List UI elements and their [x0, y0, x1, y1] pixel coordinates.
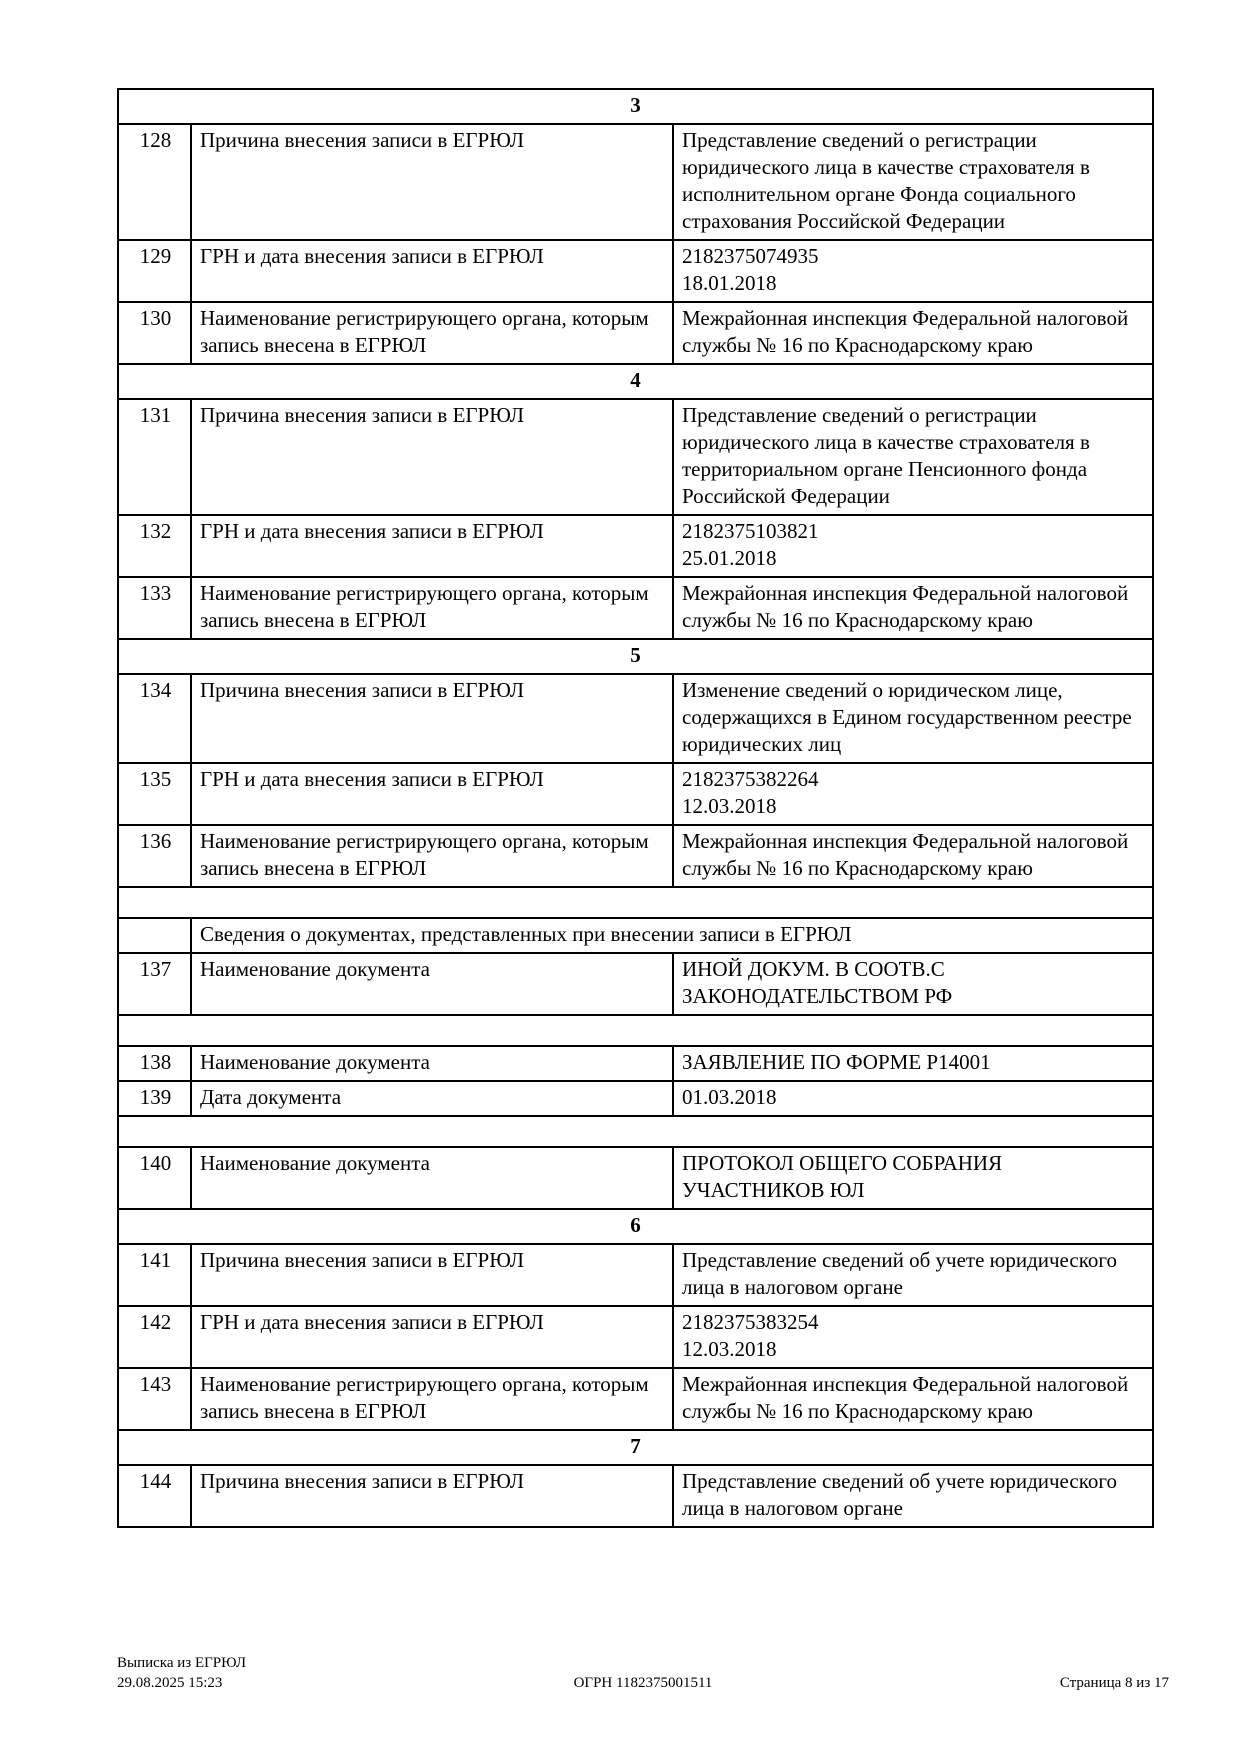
table-row — [118, 1306, 1153, 1368]
spacer-row — [118, 887, 1153, 918]
field-value-cell: Представление сведений об учете юридического лица в налоговом органе — [673, 1244, 1153, 1306]
footer-page-number: Страница 8 из 17 — [1059, 1675, 1169, 1691]
field-label-cell: Наименование документа — [191, 1046, 673, 1081]
field-value-line: 12.03.2018 — [682, 1337, 777, 1361]
footer-datetime: 29.08.2025 15:23 — [117, 1675, 223, 1691]
table-row — [118, 1147, 1153, 1209]
field-value-cell: Представление сведений об учете юридического лица в налоговом органе — [673, 1465, 1153, 1527]
section-number: 7 — [118, 1430, 1153, 1465]
table-row — [118, 674, 1153, 763]
field-label-cell: Причина внесения записи в ЕГРЮЛ — [191, 674, 673, 763]
table-row — [118, 240, 1153, 302]
section-header-row — [118, 1209, 1153, 1244]
field-label-cell: Причина внесения записи в ЕГРЮЛ — [191, 399, 673, 515]
field-label-cell: Наименование регистрирующего органа, которым запись внесена в ЕГРЮЛ — [191, 577, 673, 639]
field-value-cell: Представление сведений о регистрации юридического лица в качестве страхователя в исполнительном органе Фонда социального страхования Российской Федерации — [673, 124, 1153, 240]
table-row — [118, 399, 1153, 515]
field-label-cell: Наименование документа — [191, 1147, 673, 1209]
row-number-cell: 141 — [118, 1244, 191, 1306]
table-row — [118, 124, 1153, 240]
row-number-cell: 138 — [118, 1046, 191, 1081]
field-value-cell: Межрайонная инспекция Федеральной налоговой службы № 16 по Краснодарскому краю — [673, 302, 1153, 364]
field-value-cell: Представление сведений о регистрации юридического лица в качестве страхователя в территориальном органе Пенсионного фонда Российской Федерации — [673, 399, 1153, 515]
table-row — [118, 825, 1153, 887]
field-value-cell: Межрайонная инспекция Федеральной налоговой службы № 16 по Краснодарскому краю — [673, 1368, 1153, 1430]
section-number: 5 — [118, 639, 1153, 674]
field-label-cell: Причина внесения записи в ЕГРЮЛ — [191, 1465, 673, 1527]
records-table-body — [118, 89, 1153, 1527]
field-value-cell: ЗАЯВЛЕНИЕ ПО ФОРМЕ Р14001 — [673, 1046, 1153, 1081]
row-number-cell: 135 — [118, 763, 191, 825]
row-number-cell: 134 — [118, 674, 191, 763]
field-label-cell: Причина внесения записи в ЕГРЮЛ — [191, 1244, 673, 1306]
footer — [117, 1653, 1169, 1697]
field-value-cell — [673, 240, 1153, 302]
field-label-cell: ГРН и дата внесения записи в ЕГРЮЛ — [191, 240, 673, 302]
field-value-line: 12.03.2018 — [682, 794, 777, 818]
field-label-cell: ГРН и дата внесения записи в ЕГРЮЛ — [191, 515, 673, 577]
row-number-cell: 130 — [118, 302, 191, 364]
table-row — [118, 953, 1153, 1015]
row-number-cell: 143 — [118, 1368, 191, 1430]
footer-doc-title: Выписка из ЕГРЮЛ — [117, 1655, 246, 1671]
field-value-cell: ПРОТОКОЛ ОБЩЕГО СОБРАНИЯ УЧАСТНИКОВ ЮЛ — [673, 1147, 1153, 1209]
field-label-cell: Наименование регистрирующего органа, которым запись внесена в ЕГРЮЛ — [191, 302, 673, 364]
field-value-line: 2182375383254 — [682, 1310, 819, 1334]
field-value-line: 2182375382264 — [682, 767, 819, 791]
table-row — [118, 1368, 1153, 1430]
field-label-cell: Дата документа — [191, 1081, 673, 1116]
spacer-row — [118, 1116, 1153, 1147]
table-row — [118, 1081, 1153, 1116]
field-value-line: 2182375074935 — [682, 244, 819, 268]
row-number-cell: 128 — [118, 124, 191, 240]
table-row — [118, 763, 1153, 825]
spacer-cell — [118, 1015, 1153, 1046]
field-label-cell: Наименование документа — [191, 953, 673, 1015]
footer-ogrn: ОГРН 1182375001511 — [573, 1675, 713, 1691]
field-value-line: 25.01.2018 — [682, 546, 777, 570]
row-number-cell: 136 — [118, 825, 191, 887]
table-row — [118, 515, 1153, 577]
section-header-row — [118, 364, 1153, 399]
field-value-line: 2182375103821 — [682, 519, 819, 543]
spacer-cell — [118, 887, 1153, 918]
row-number-cell: 137 — [118, 953, 191, 1015]
spacer-cell — [118, 1116, 1153, 1147]
field-value-cell — [673, 763, 1153, 825]
subheader-row — [118, 918, 1153, 953]
field-value-cell: 01.03.2018 — [673, 1081, 1153, 1116]
row-number-cell: 144 — [118, 1465, 191, 1527]
section-number: 4 — [118, 364, 1153, 399]
subheader-label: Сведения о документах, представленных при внесении записи в ЕГРЮЛ — [191, 918, 1153, 953]
table-row — [118, 302, 1153, 364]
section-header-row — [118, 639, 1153, 674]
row-number-cell: 131 — [118, 399, 191, 515]
row-number-cell: 139 — [118, 1081, 191, 1116]
field-label-cell: Наименование регистрирующего органа, которым запись внесена в ЕГРЮЛ — [191, 825, 673, 887]
section-header-row — [118, 1430, 1153, 1465]
field-value-cell: Межрайонная инспекция Федеральной налоговой службы № 16 по Краснодарскому краю — [673, 825, 1153, 887]
table-row — [118, 1046, 1153, 1081]
field-label-cell: Причина внесения записи в ЕГРЮЛ — [191, 124, 673, 240]
row-number-cell: 129 — [118, 240, 191, 302]
field-value-cell: ИНОЙ ДОКУМ. В СООТВ.С ЗАКОНОДАТЕЛЬСТВОМ РФ — [673, 953, 1153, 1015]
row-number-cell: 140 — [118, 1147, 191, 1209]
egrul-records-table — [117, 88, 1154, 1528]
field-value-cell: Межрайонная инспекция Федеральной налоговой службы № 16 по Краснодарскому краю — [673, 577, 1153, 639]
section-header-row — [118, 89, 1153, 124]
section-number: 6 — [118, 1209, 1153, 1244]
table-row — [118, 577, 1153, 639]
row-number-cell: 133 — [118, 577, 191, 639]
spacer-row — [118, 1015, 1153, 1046]
table-row — [118, 1244, 1153, 1306]
field-label-cell: ГРН и дата внесения записи в ЕГРЮЛ — [191, 1306, 673, 1368]
field-value-cell: Изменение сведений о юридическом лице, содержащихся в Едином государственном реестре юридических лиц — [673, 674, 1153, 763]
field-label-cell: Наименование регистрирующего органа, которым запись внесена в ЕГРЮЛ — [191, 1368, 673, 1430]
table-row — [118, 1465, 1153, 1527]
row-number-cell: 132 — [118, 515, 191, 577]
row-number-cell: 142 — [118, 1306, 191, 1368]
row-number-cell — [118, 918, 191, 953]
section-number: 3 — [118, 89, 1153, 124]
field-value-cell — [673, 1306, 1153, 1368]
field-value-cell — [673, 515, 1153, 577]
field-value-line: 18.01.2018 — [682, 271, 777, 295]
field-label-cell: ГРН и дата внесения записи в ЕГРЮЛ — [191, 763, 673, 825]
